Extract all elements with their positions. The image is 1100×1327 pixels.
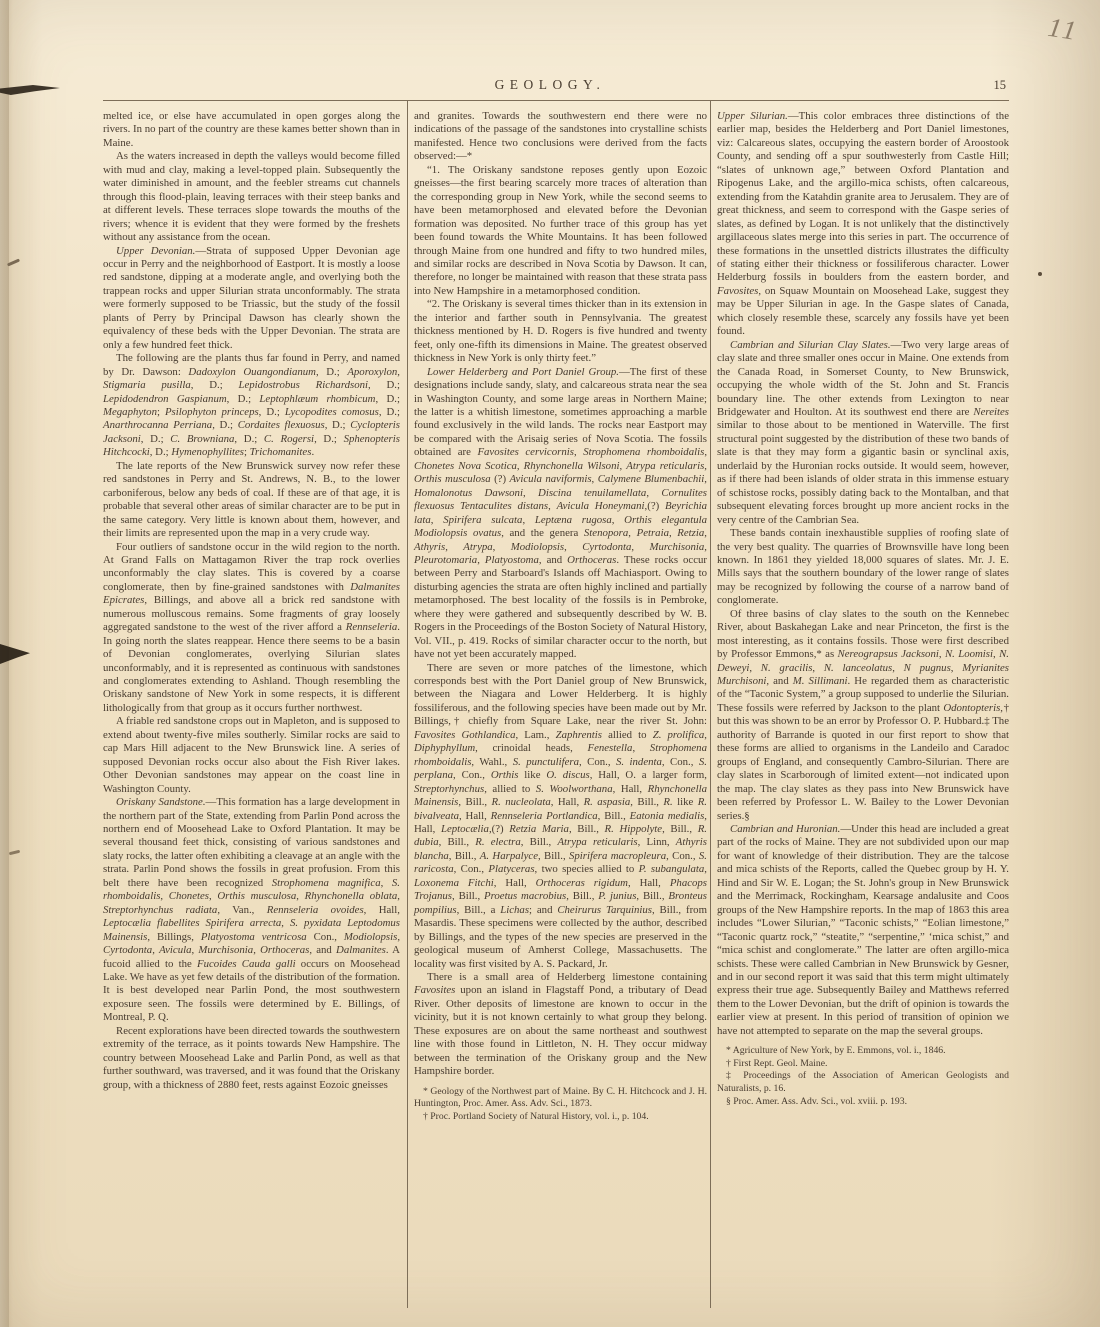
paragraph: As the waters increased in depth the valleys would become filled with mud and clay, making a level-topped plain. Subsequently the water diminished in amount, and the feebler streams cut channels through this flood-plain, leaving terraces with their steep banks and at different levels. These terraces slope towards the mouths of the rivers; whence it is evident that they were formed by the freshets without any assistance from the ocean. [103, 150, 400, 244]
footnote: * Agriculture of New York, by E. Emmons, vol. i., 1846. [726, 1045, 946, 1057]
paragraph: Oriskany Sandstone.—This formation has a large development in the northern part of the State, extending from Parlin Pond across the northern end of Moosehead Lake to Oxford Plantation. It may be several thousand feet thick, consisting of various sandstones and slaty rocks, the latter often exhibiting a cleavage at an angle with the strata. Parlin Pond shows the fossils in great profusion. From this belt there have been recognized Strophomena magnifica, S. rhomboidalis, Chonetes, Orthis musculosa, Rhynchonella oblata, Streptorhynchus radiata, Van., Rennseleria ovoides, Hall, Leptocælia flabellites Spirifera arrecta, S. pyxidata Leptodomus Mainensis, Billings, Platyostoma ventricosa Con., Modiolopsis, Cyrtodonta, Avicula, Murchisonia, Orthoceras, and Dalmanites. A fucoid allied to the Fucoides Cauda galli occurs on Moosehead Lake. We have as yet few details of the distribution of the formation. It is best developed near Parlin Pond, the most southwestern exposure seen. The fossils were determined by E. Billings, of Montreal, P. Q. [103, 796, 401, 1024]
paragraph: Lower Helderberg and Port Daniel Group.—The first of these designations include sandy, slaty, and calcareous strata near the sea in Washington County, and some large areas in Northern Maine; the latter is a whitish limestone, sometimes approaching a marble found exclusively in the wild lands. The rocks near Eastport may be compared with the Arisaig series of Nova Scotia. The fossils obtained are Favosites cervicornis, Strophomena rhomboidalis, Chonetes Nova Scotica, Rhynchonella Wilsoni, Atrypa reticularis, Orthis musculosa (?) Avicula naviformis, Calymene Blumenbachii, Homalonotus Dawsoni, Discina tenuilamellata, Cornulites flexuosus Tentaculites distans, Avicula Honeymani,(?) Beyrichia lata, Spirifera sulcata, Leptæna rugosa, Orthis elegantula Modiolopsis ovatus, and the genera Stenopora, Petraia, Retzia, Athyris, Atrypa, Modiolopsis, Cyrtodonta, Murchisonia, Pleurotomaria, Platyostoma, and Orthoceras. These rocks occur between Perry and Starboard's Islands off Machiasport. Owing to disturbing agencies the strata are often highly inclined and partially metamorphosed. The best locality of the fossils is in Pembroke, where they were gathered and subsequently described by W. B. Rogers in the Proceedings of the Boston Society of Natural History, Vol. VII., p. 419. Rocks of similar character occur to the north, but have not yet been accurately mapped. [414, 365, 708, 661]
paragraph: A friable red sandstone crops out in Mapleton, and is supposed to extend about twenty-five miles southerly. Similar rocks are said to cap Mars Hill adjacent to the New Brunswick line. A series of supposed Devonian rocks occur also about the Fish River lakes. Other Devonian sandstones may appear on the coast line in Washington County. [103, 715, 400, 795]
paragraph: Upper Silurian.—This color embraces three distinctions of the earlier map, besides the Helderberg and Port Daniel limestones, viz: Calcareous slates, occupying the eastern border of Aroostook County, and sending off a spur southwesterly from Castle Hill; “slates of unknown age,” between Oxford Plantation and Ripogenus Lake, and the argillo-mica schists, often calcareous, extending from the Katahdin granite area to Jerusalem. They are of great thickness, and seem to correspond with the Gaspe series of slates, as defined by Logan. It is not unlikely that the distinctively argillaceous slates merge into this series in part. The occurrence of these formations in the unsettled districts illustrates the difficulty of stating either their thickness or fossiliferous character. Lower Helderburg fossils in boulders from the eastern border, and Favosites, on Squaw Mountain on Moosehead Lake, suggest they may be Upper Silurian in age. In the Gaspe slates of Canada, which closely resemble these, scarcely any fossils have yet been found. [717, 110, 1009, 338]
column-rule [407, 100, 408, 1308]
column-3 [717, 110, 1009, 1108]
page-edge [0, 0, 9, 1327]
page-title: GEOLOGY. [494, 77, 606, 92]
footnote: ‡ Proceedings of the Association of American Geologists and Naturalists, p. 16. [717, 1070, 1009, 1095]
paragraph: There are seven or more patches of the limestone, which corresponds best with the Port Daniel group of New Brunswick, between the Niagara and Lower Helderberg. It is highly fossiliferous, and the following species have been made out by Mr. Billings,† chiefly from Square Lake, near the river St. John: Favosites Gothlandica, Lam., Zaphrentis allied to Z. prolifica, Diphyphyllum, crinoidal heads, Fenestella, Strophomena rhomboidalis, Wahl., S. punctulifera, Con., S. indenta, Con., S. perplana, Con., Orthis like O. discus, Hall, O. a larger form, Streptorhynchus, allied to S. Woolworthana, Hall, Rhynchonella Mainensis, Bill., R. nucleolata, Hall, R. aspasia, Bill., R. like R. bivalveata, Hall, Rennseleria Portlandica, Bill., Eatonia medialis, Hall, Leptocælia,(?) Retzia Maria, Bill., R. Hippolyte, Bill., R. dubia, Bill., R. electra, Bill., Atrypa reticularis, Linn, Athyris blancha, Bill., A. Harpalyce, Bill., Spirifera macropleura, Con., S. raricosta, Con., Platyceras, two species allied to P. subangulata, Loxonema Fitchi, Hall, Orthoceras rigidum, Hall, Phacops Trojanus, Bill., Proetus macrobius, Bill., P. junius, Bill., Bronteus pompilius, Bill., a Lichas; and Cheirurus Tarquinius, Bill., from Masardis. These specimens were collected by the author, described by Billings, and the types of the new species are preserved in the geological museum of Amherst College, Massachusetts. The locality was first visited by A. S. Packard, Jr. [414, 661, 708, 970]
header-rule [103, 100, 1009, 101]
paragraph: Four outliers of sandstone occur in the wild region to the north. At Grand Falls on Mattagamon River the trap rock overlies unconformably the clay slates. This is covered by a coarse conglomerate, then by fine-grained sandstones with Dalmanites Epicrates, Billings, and above all a brick red sandstone with numerous molluscous remains. Some fragments of gray loosely aggregated sandstone to the west of the river afford a Rennseleria. In going north the slates reappear. Hence there seems to be a basin of Devonian conglomerates, overlying Silurian slates unconformably, and it is represented as continuous with sandstones and conglomerates extending to Ashland. Though resembling the Oriskany sandstone of New York in some respects, it is different lithologically from that group as it occurs further northwest. [103, 540, 400, 714]
paragraph: “1. The Oriskany sandstone reposes gently upon Eozoic gneisses—the first bearing scarcely more traces of alteration than the corresponding group in New York, while the second seems to have been metamorphosed and elevated before the Devonian formation was deposited. No further trace of this group has yet been found towards the White Mountains. It has been followed through Maine from one hundred and fifty to two hundred miles, and similar rocks are described in Nova Scotia by Dawson. It can, therefore, no longer be maintained with reason that these strata pass into New Hampshire in a metamorphosed condition. [414, 163, 707, 297]
column-1 [103, 110, 400, 1092]
page-number: 15 [993, 78, 1006, 92]
ink-dot [1038, 272, 1042, 276]
paragraph: These bands contain inexhaustible supplies of roofing slate of the very best quality. The quarries of Brownsville have long been known. In 1861 they yielded 18,000 squares of slates. Mr. J. E. Mills says that the southern boundary of the lower range of slates may be recognized by following the course of a narrow band of conglomerate. [717, 527, 1009, 607]
paragraph: Cambrian and Silurian Clay Slates.—Two very large areas of clay slate and three smaller ones occur in Maine. One extends from the Canada Road, in Somerset County, to New Brunswick, occupying the whole width of the St. John and St. Francis boundary line. The other extends from Lexington to near Bridgewater and Houlton. At its southwest end there are Nereites similar to those about to be mentioned in Waterville. The first structural point suggested by the distribution of these two bands of slate is that they may form a gigantic basin or synclinal axis, underlaid by the Huronian rocks outside. It would seem, however, as if there had been islands of older strata in this immense estuary of schistose rocks, possibly dating back to the Montalban, and that subsequent elevating forces brought up more ancient rocks in the very centre of the Cambrian Sea. [717, 338, 1009, 526]
handwritten-mark: 11 [1045, 11, 1082, 47]
footnote: § Proc. Amer. Ass. Adv. Sci., vol. xviii. p. 193. [726, 1095, 908, 1107]
footnotes [717, 1045, 1009, 1108]
paragraph: There is a small area of Helderberg limestone containing Favosites upon an island in Flagstaff Pond, a tributary of Dead River. Other deposits of limestone are known to occur in the vicinity, but it is not known certainly to what group they belong. These exposures are on about the same northeast and southwest line with those found in Littleton, N. H. They occur midway between the termination of the Oriskany group and the New Hampshire border. [414, 971, 707, 1078]
footnote: * Geology of the Northwest part of Maine. By C. H. Hitchcock and J. H. Huntington, Proc. Amer. Ass. Adv. Sci., 1873. [414, 1085, 707, 1110]
paragraph: Recent explorations have been directed towards the southwestern extremity of the terrace, as it points towards New Hampshire. The country between Moosehead Lake and Parlin Pond, as well as that further southward, was traversed, and it was found that the Oriskany group, with a thickness of 2880 feet, rests against Eozoic gneisses [103, 1024, 400, 1091]
paragraph: Upper Devonian.—Strata of supposed Upper Devonian age occur in Perry and the neighborhood of Eastport. It is mostly a loose red sandstone, dipping at a moderate angle, and overlying both the trappean rocks and upper Silurian strata unconformably. The strata were formerly supposed to be Triassic, but the study of the fossil plants of Perry by Principal Dawson has clearly shown the equivalency of these beds with the Upper Devonian. The strata are only a few hundred feet thick. [103, 244, 400, 351]
footnote: † Proc. Portland Society of Natural History, vol. i., p. 104. [423, 1110, 649, 1122]
footnote: † First Rept. Geol. Maine. [726, 1057, 828, 1069]
paragraph: Of three basins of clay slates to the south on the Kennebec River, about Baskahegan Lake and near Princeton, the first is the most interesting, as it contains fossils. Those were first described by Professor Emmons,* as Nereograpsus Jacksoni, N. Loomisi, N. Deweyi, N. gracilis, N. lanceolatus, N pugnus, Myrianites Murchisoni, and M. Sillimani. He regarded them as characteristic of the “Taconic System,” a group supposed to underlie the Silurian. These fossils were referred by Jackson to the plant Odontopteris,† but this was shown to be an error by Professor O. P. Hubbard.‡ The authority of Barrande is quoted in our first report to show that these forms are allied to organisms in the Landeilo and Caradoc groups of England, and consequently Cambro-Silurian. There are clay slates in Scarborough of limited extent—not indicated upon the map. The clay slates as they pass into New Brunswick have been referred by Professor L. W. Bailey to the Lower Devonian series.§ [717, 607, 1009, 822]
ink-smudge [9, 850, 20, 856]
paragraph: The late reports of the New Brunswick survey now refer these red sandstones in Perry and St. Andrews, N. B., to the lower carboniferous, below any beds of coal. If these are of that age, it is probable that several other areas of similar character are to be put in the same category. Very little is known about them, however, and their limits are represented upon the map in a very crude way. [103, 459, 400, 540]
paragraph: The following are the plants thus far found in Perry, and named by Dr. Dawson: Dadoxylon Ouangondianum, D.; Aporoxylon, Stigmaria pusilla, D.; Lepidostrobus Richardsoni, D.; Lepidodendron Gaspianum, D.; Leptophlæum rhombicum, D.; Megaphyton; Psilophyton princeps, D.; Lycopodites comosus, D.; Anarthrocanna Perriana, D.; Cordaites flexuosus, D.; Cyclopteris Jacksoni, D.; C. Browniana, D.; C. Rogersi, D.; Sphenopteris Hitchcocki, D.; Hymenophyllites; Trichomanites. [103, 352, 400, 459]
paragraph: and granites. Towards the southwestern end there were no indications of the passage of the sandstones into crystalline schists manifested. Hence two conclusions were derived from the facts observed:—* [414, 110, 707, 163]
column-rule [710, 100, 711, 1308]
paragraph: “2. The Oriskany is several times thicker than in its extension in the interior and farther south in Pennsylvania. The greatest thickness mentioned by H. D. Rogers is five hundred and twenty feet, only one-fifth its dimensions in Maine. The greatest observed thickness in New York is only thirty feet.” [414, 298, 707, 365]
footnotes [414, 1086, 707, 1124]
paragraph: melted ice, or else have accumulated in open gorges along the rivers. In no part of the country are these kames better shown than in Maine. [103, 110, 400, 149]
paragraph: Cambrian and Huronian.—Under this head are included a great part of the rocks of Maine. They are not subdivided upon our map for want of knowledge of their distribution. They are the talcose and mica schists of the Reports, called the Quebec group by H. Y. Hind and Sir W. E. Logan; the St. John's group in New Brunswick and the Merrimack, Rockingham, Kearsage andalusite and Coos groups of the New Hampshire reports. In the map of 1863 this area includes “Lower Silurian,” “Taconic schists,” “Eolian limestone,” “Taconic quartz rock,” “steatite,” “serpentine,” ‘mica schist,” and “mica schist and conglomerate.” The latter are often argillo-mica schists. These were called Cambrian in New Brunswick by Gesner, and in our second report it was said that this term might ultimately express their true age. Subsequently Bailey and Matthews referred them to the Lower Devonian, but the drift of opinion is towards the earlier view at present. In this period of transition of opinion we have not attempted to separate on the map the several groups. [717, 823, 1009, 1037]
binding-ink-mark [0, 643, 30, 664]
column-2 [414, 110, 707, 1123]
